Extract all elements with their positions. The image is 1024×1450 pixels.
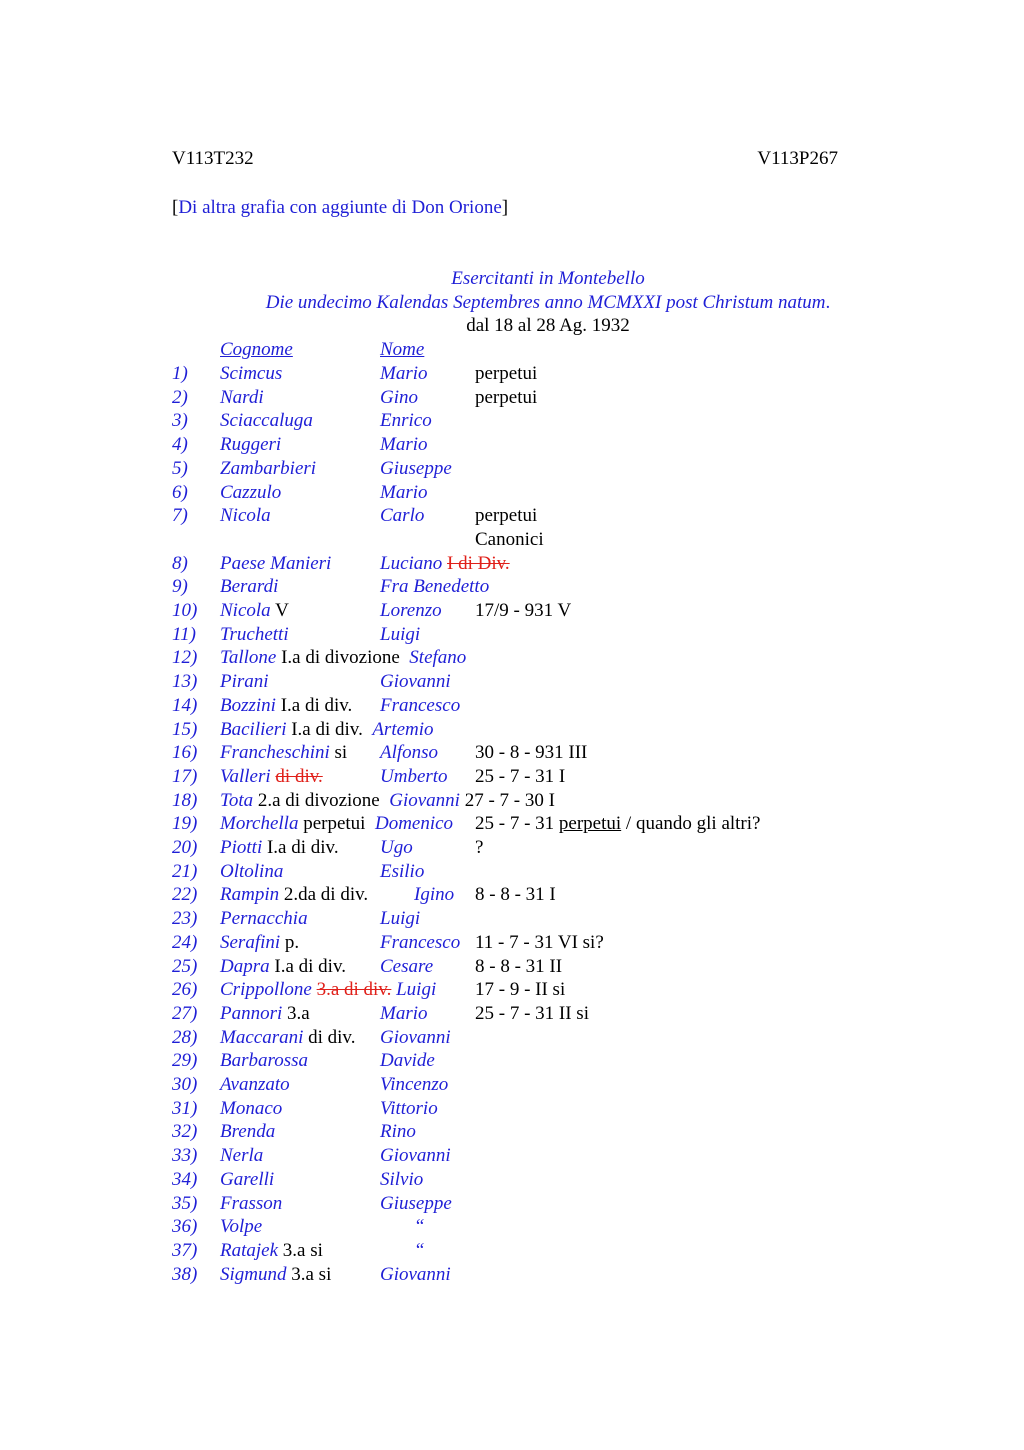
list-item — [0, 648, 1024, 672]
item-number: 27) — [172, 1003, 198, 1024]
surname: Pirani — [220, 671, 269, 692]
list-item — [0, 980, 1024, 1004]
column-header-name: Nome — [380, 339, 425, 360]
surname-cell — [220, 909, 308, 928]
list-item — [0, 672, 1024, 696]
surname: Morchella — [220, 813, 299, 834]
surname: Scimcus — [220, 363, 283, 384]
remark-underlined: perpetui — [558, 813, 622, 834]
surname-cell — [220, 1170, 274, 1189]
surname: Crippollone — [220, 979, 312, 1000]
list-item — [0, 459, 1024, 483]
surname: Maccarani — [220, 1027, 304, 1048]
surname: Volpe — [220, 1216, 263, 1237]
list-item — [0, 483, 1024, 507]
given-name: Mario — [380, 363, 428, 384]
list-item — [0, 862, 1024, 886]
name-cell — [380, 909, 420, 928]
item-number: 19) — [172, 813, 198, 834]
remarks-cell — [475, 933, 604, 952]
name-cell — [380, 483, 428, 502]
item-number: 37) — [172, 1240, 198, 1261]
surname-cell — [220, 506, 271, 525]
item-number: 24) — [172, 932, 198, 953]
remarks-cell — [475, 743, 587, 762]
surname: Paese Manieri — [220, 553, 332, 574]
item-number: 17) — [172, 766, 198, 787]
surname-note: 3.a si — [282, 1240, 323, 1261]
name-cell — [380, 957, 433, 976]
name-cell — [380, 1194, 452, 1213]
name-cell — [380, 435, 428, 454]
name-cell — [414, 1241, 425, 1260]
given-name: Luigi — [380, 908, 421, 929]
surname: Rampin — [220, 884, 280, 905]
list-item — [0, 1075, 1024, 1099]
name-cell — [380, 933, 460, 952]
list-item — [0, 791, 1024, 815]
surname-cell — [220, 957, 346, 976]
list-item — [0, 1170, 1024, 1194]
surname: Garelli — [220, 1169, 275, 1190]
note-text: Di altra grafia con aggiunte di Don Orione — [178, 197, 502, 218]
surname: Nicola — [220, 600, 271, 621]
item-number: 30) — [172, 1074, 198, 1095]
item-number: 29) — [172, 1050, 198, 1071]
item-number: 34) — [172, 1169, 198, 1190]
surname-cell — [220, 933, 299, 952]
remarks-cell — [475, 885, 556, 904]
remarks-cell — [475, 838, 483, 857]
item-number: 5) — [172, 458, 188, 479]
note-bracket-open: [ — [172, 197, 179, 218]
surname-note: 2.da di div. — [283, 884, 369, 905]
surname: Berardi — [220, 576, 279, 597]
given-name: Luciano — [380, 553, 443, 574]
list-item — [0, 601, 1024, 625]
given-name: Rino — [380, 1121, 416, 1142]
surname: Valleri — [220, 766, 271, 787]
remark: perpetui — [475, 387, 538, 408]
surname: Francheschini — [220, 742, 330, 763]
given-name: Davide — [380, 1050, 435, 1071]
surname: Tallone — [220, 647, 277, 668]
subtitle-text: Die undecimo Kalendas Septembres anno MCMXXI post Christum natum — [265, 292, 826, 313]
list-subtitle — [0, 293, 1024, 312]
list-item — [0, 577, 1024, 601]
item-number: 7) — [172, 505, 188, 526]
remark: 25 - 7 - 31 — [475, 813, 555, 834]
remarks-cell — [475, 364, 537, 383]
list-item — [0, 909, 1024, 933]
remarks-cell — [475, 980, 565, 999]
surname: Avanzato — [220, 1074, 290, 1095]
remark: 25 - 7 - 31 I — [475, 766, 566, 787]
item-number: 22) — [172, 884, 198, 905]
surname-note: I.a di div. — [266, 837, 339, 858]
list-item — [0, 506, 1024, 530]
list-item — [0, 1146, 1024, 1170]
struck-note: di div. — [275, 766, 323, 787]
surname: Sigmund — [220, 1264, 287, 1285]
surname-note: 3.a si — [291, 1264, 332, 1285]
given-name: Giovanni — [380, 1264, 451, 1285]
remark-tail: / quando gli altri? — [625, 813, 761, 834]
surname-cell — [220, 1217, 262, 1236]
name-cell — [380, 506, 424, 525]
name-cell — [380, 743, 438, 762]
name-cell — [380, 364, 428, 383]
given-name: Lorenzo — [380, 600, 442, 621]
list-item — [0, 1099, 1024, 1123]
given-name: Mario — [380, 434, 428, 455]
list-item — [0, 1051, 1024, 1075]
item-number: 13) — [172, 671, 198, 692]
list-item — [0, 814, 1024, 838]
given-name: Giovanni — [380, 1145, 451, 1166]
remark: ? — [475, 837, 484, 858]
struck-note: 3.a di div. — [316, 979, 392, 1000]
list-item — [0, 933, 1024, 957]
subtitle-end: . — [825, 292, 831, 313]
surname: Barbarossa — [220, 1050, 308, 1071]
name-cell — [380, 672, 451, 691]
item-number: 32) — [172, 1121, 198, 1142]
given-name: Stefano — [409, 647, 467, 668]
item-number: 26) — [172, 979, 198, 1000]
surname-cell — [220, 601, 289, 620]
list-item — [0, 1194, 1024, 1218]
list-item — [0, 885, 1024, 909]
remark: 8 - 8 - 31 I — [475, 884, 556, 905]
list-item — [0, 411, 1024, 435]
name-cell — [380, 767, 448, 786]
surname-cell — [220, 791, 555, 810]
surname-cell — [220, 1099, 282, 1118]
surname-cell — [220, 838, 339, 857]
surname-note: si — [334, 742, 348, 763]
remarks-cell — [475, 1004, 589, 1023]
item-number: 8) — [172, 553, 188, 574]
surname-note: p. — [284, 932, 300, 953]
name-cell — [414, 885, 454, 904]
surname: Ratajek — [220, 1240, 279, 1261]
surname-cell — [220, 1146, 263, 1165]
surname-cell — [220, 743, 347, 762]
surname-note: perpetui — [303, 813, 366, 834]
surname-cell — [220, 1194, 282, 1213]
item-number: 3) — [172, 410, 188, 431]
surname: Brenda — [220, 1121, 276, 1142]
surname-cell — [220, 814, 453, 833]
surname-cell — [220, 767, 323, 786]
name-cell — [380, 1146, 451, 1165]
list-title: Esercitanti in Montebello — [451, 268, 645, 289]
name-cell — [380, 554, 510, 573]
surname-cell — [220, 625, 289, 644]
surname: Dapra — [220, 956, 270, 977]
name-cell — [414, 1217, 425, 1236]
item-number: 28) — [172, 1027, 198, 1048]
surname-cell — [220, 862, 283, 881]
remark: perpetui — [475, 505, 538, 526]
remark: 8 - 8 - 31 II — [475, 956, 563, 977]
given-name: Luigi — [396, 979, 437, 1000]
item-number: 36) — [172, 1216, 198, 1237]
given-name: Mario — [380, 1003, 428, 1024]
list-item — [0, 435, 1024, 459]
surname-cell — [220, 696, 352, 715]
given-name: “ — [414, 1240, 425, 1261]
given-name: Ugo — [380, 837, 413, 858]
given-name: Silvio — [380, 1169, 424, 1190]
item-number: 21) — [172, 861, 198, 882]
surname: Nicola — [220, 505, 271, 526]
given-name: Giovanni — [380, 1027, 451, 1048]
given-name: Esilio — [380, 861, 425, 882]
item-number: 10) — [172, 600, 198, 621]
list-item — [0, 625, 1024, 649]
surname-cell — [220, 720, 434, 739]
surname-cell — [220, 388, 264, 407]
name-cell — [380, 411, 432, 430]
surname: Bacilieri — [220, 719, 287, 740]
list-item — [0, 364, 1024, 388]
surname: Monaco — [220, 1098, 283, 1119]
list-item — [0, 957, 1024, 981]
date-note: 27 - 7 - 30 I — [464, 790, 555, 811]
list-item — [0, 1028, 1024, 1052]
surname: Oltolina — [220, 861, 284, 882]
remark: 11 - 7 - 31 VI si? — [475, 932, 604, 953]
given-name: Cesare — [380, 956, 434, 977]
given-name: Umberto — [380, 766, 448, 787]
remarks-cell — [475, 957, 562, 976]
surname-cell — [220, 483, 281, 502]
surname-cell — [220, 1004, 310, 1023]
name-cell — [380, 838, 413, 857]
remark: 17 - 9 - II si — [475, 979, 566, 1000]
item-number: 16) — [172, 742, 198, 763]
editorial-note — [172, 198, 508, 217]
list-item — [0, 743, 1024, 767]
surname-cell — [220, 554, 331, 573]
date-range: dal 18 al 28 Ag. 1932 — [466, 315, 630, 336]
remark: 17/9 - 931 V — [475, 600, 572, 621]
surname: Nardi — [220, 387, 264, 408]
surname-note: I.a di div. — [274, 956, 346, 977]
given-name: “ — [414, 1216, 425, 1237]
surname-cell — [220, 1028, 355, 1047]
surname: Zambarbieri — [220, 458, 317, 479]
remarks-cell — [475, 601, 571, 620]
item-number: 9) — [172, 576, 188, 597]
remarks-cell — [475, 814, 760, 833]
surname-cell — [220, 980, 436, 999]
item-number: 25) — [172, 956, 198, 977]
name-cell — [380, 1004, 428, 1023]
item-number: 33) — [172, 1145, 198, 1166]
surname: Sciaccaluga — [220, 410, 313, 431]
surname-note: 2.a di divozione — [257, 790, 380, 811]
surname-cell — [220, 1122, 275, 1141]
remark: perpetui — [475, 363, 538, 384]
struck-note: I di Div. — [447, 553, 510, 574]
given-name: Vittorio — [380, 1098, 438, 1119]
surname: Pernacchia — [220, 908, 308, 929]
given-name: Giovanni — [389, 790, 460, 811]
name-cell — [380, 1075, 448, 1094]
surname: Frasson — [220, 1193, 283, 1214]
list-item — [0, 696, 1024, 720]
surname-note: di div. — [308, 1027, 356, 1048]
surname-cell — [220, 648, 466, 667]
name-cell — [380, 1099, 438, 1118]
name-cell — [380, 1170, 423, 1189]
remark: 30 - 8 - 931 III — [475, 742, 588, 763]
list-item — [0, 1265, 1024, 1289]
surname: Cazzulo — [220, 482, 282, 503]
item-number: 2) — [172, 387, 188, 408]
surname: Nerla — [220, 1145, 264, 1166]
surname-cell — [220, 1075, 290, 1094]
list-item — [0, 767, 1024, 791]
surname-note: I.a di div. — [291, 719, 363, 740]
given-name: Luigi — [380, 624, 421, 645]
name-cell — [380, 601, 442, 620]
given-name: Fra Benedetto — [380, 576, 490, 597]
name-cell — [380, 459, 452, 478]
surname-cell — [220, 1265, 331, 1284]
given-name: Domenico — [374, 813, 454, 834]
document-code-right: V113P267 — [757, 148, 838, 169]
given-name: Giuseppe — [380, 458, 452, 479]
surname: Tota — [220, 790, 254, 811]
given-name: Mario — [380, 482, 428, 503]
item-number: 4) — [172, 434, 188, 455]
given-name: Giovanni — [380, 671, 451, 692]
given-name: Artemio — [372, 719, 434, 740]
item-number: 6) — [172, 482, 188, 503]
document-code-left: V113T232 — [172, 148, 254, 169]
item-number: 20) — [172, 837, 198, 858]
item-number: 23) — [172, 908, 198, 929]
name-cell — [380, 696, 460, 715]
list-item — [0, 1217, 1024, 1241]
item-number: 15) — [172, 719, 198, 740]
given-name: Alfonso — [380, 742, 439, 763]
name-cell — [380, 388, 418, 407]
surname: Bozzini — [220, 695, 276, 716]
name-cell — [380, 1051, 435, 1070]
name-cell — [380, 1265, 451, 1284]
surname-cell — [220, 411, 313, 430]
item-number: 1) — [172, 363, 188, 384]
given-name: Vincenzo — [380, 1074, 449, 1095]
surname-cell — [220, 1241, 323, 1260]
list-item — [0, 554, 1024, 578]
item-number: 35) — [172, 1193, 198, 1214]
note-bracket-close: ] — [501, 197, 509, 218]
surname: Ruggeri — [220, 434, 282, 455]
surname-cell — [220, 577, 278, 596]
remarks-cell — [475, 506, 537, 525]
canonici-label: Canonici — [475, 529, 544, 550]
list-item — [0, 1122, 1024, 1146]
item-number: 12) — [172, 647, 198, 668]
list-item — [0, 388, 1024, 412]
list-item — [0, 838, 1024, 862]
remark: 25 - 7 - 31 II si — [475, 1003, 589, 1024]
surname-note: I.a di div. — [280, 695, 353, 716]
list-item — [0, 720, 1024, 744]
given-name: Francesco — [380, 932, 461, 953]
given-name: Igino — [414, 884, 455, 905]
surname-cell — [220, 435, 281, 454]
surname-cell — [220, 1051, 308, 1070]
surname: Serafini — [220, 932, 281, 953]
item-number: 18) — [172, 790, 198, 811]
surname: Pannori — [220, 1003, 283, 1024]
surname-cell — [220, 885, 368, 904]
name-cell — [380, 1122, 416, 1141]
remarks-cell — [475, 767, 565, 786]
item-number: 31) — [172, 1098, 198, 1119]
surname-cell — [220, 672, 269, 691]
surname-cell — [220, 364, 282, 383]
surname-note: I.a di divozione — [281, 647, 400, 668]
given-name: Carlo — [380, 505, 425, 526]
given-name: Enrico — [380, 410, 432, 431]
name-cell — [380, 625, 420, 644]
item-number: 14) — [172, 695, 198, 716]
given-name: Francesco — [380, 695, 461, 716]
name-cell — [380, 862, 424, 881]
column-header-surname: Cognome — [220, 339, 293, 360]
name-cell — [380, 577, 489, 596]
list-item — [0, 1004, 1024, 1028]
given-name: Giuseppe — [380, 1193, 452, 1214]
surname: Truchetti — [220, 624, 289, 645]
name-cell — [380, 1028, 451, 1047]
item-number: 11) — [172, 624, 196, 645]
remarks-cell — [475, 388, 537, 407]
surname-note: V — [275, 600, 289, 621]
surname-cell — [220, 459, 316, 478]
given-name: Gino — [380, 387, 418, 408]
surname-note: 3.a — [287, 1003, 310, 1024]
item-number: 38) — [172, 1264, 198, 1285]
list-item — [0, 1241, 1024, 1265]
surname: Piotti — [220, 837, 263, 858]
